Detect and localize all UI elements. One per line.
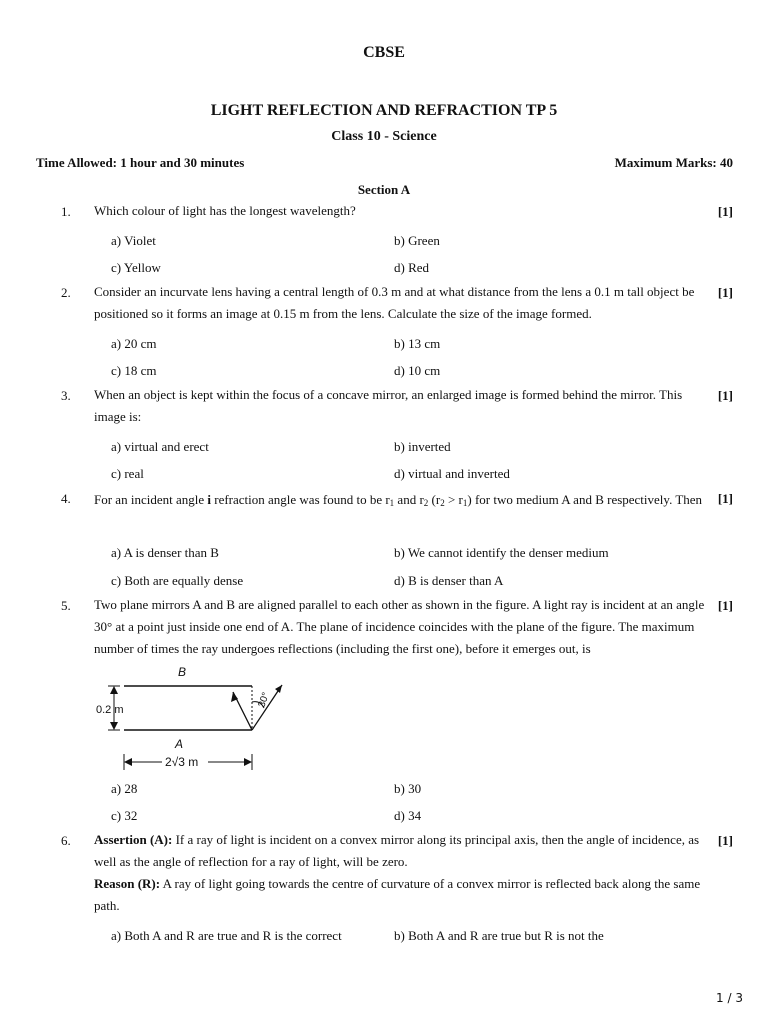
reason-text: Reason (R): A ray of light going towards the centre of curvature of a convex mirror is reflected back along the same path. [94,876,701,913]
option-d: d) B is denser than A [394,573,504,588]
maximum-marks: Maximum Marks: 40 [614,155,733,170]
mirror-a-label: A [175,737,184,751]
option-b: b) inverted [394,439,451,454]
question-text: Which colour of light has the longest wavelength? [94,203,356,218]
question-text: Consider an incurvate lens having a central length of 0.3 m and at what distance from the lens a 0.1 m tall object be positioned so it forms an image at 0.15 m from the lens. Calculate the size of the image formed. [94,284,695,321]
question-marks: [1] [717,285,733,300]
option-d: d) Red [394,260,430,275]
class-subject: Class 10 - Science [331,129,437,144]
option-d: d) 10 cm [394,363,441,378]
question-text: For an incident angle i refraction angle was found to be $r_1$ and $r_2$ $(r_2 > r_1)$ for two medium A and B respectively. Then [94,492,703,508]
option-c: c) 32 [111,808,138,823]
question-text: When an object is kept within the focus of a concave mirror, an enlarged image is formed behind the mirror. This image is: [94,387,683,424]
option-c: c) 18 cm [111,363,157,378]
option-d: d) 34 [394,808,422,823]
width-label: 2√3 m [165,755,199,769]
option-b: b) Both A and R are true but R is not the [394,928,604,943]
question-number: 5. [61,598,71,613]
parallel-mirrors-figure [94,660,294,775]
option-a: a) Violet [111,233,156,248]
option-b: b) 13 cm [394,336,441,351]
height-label: 0.2 m [96,704,124,716]
question-marks: [1] [717,204,733,219]
question-number: 2. [61,285,71,300]
option-d: d) virtual and inverted [394,466,510,481]
question-marks: [1] [717,388,733,403]
mirror-b-label: B [178,665,187,679]
question-number: 6. [61,833,71,848]
option-a: a) 20 cm [111,336,157,351]
option-c: c) Both are equally dense [111,573,244,588]
question-number: 3. [61,388,71,403]
paper-title: LIGHT REFLECTION AND REFRACTION TP 5 [210,102,558,119]
angle-label: 30° [256,691,272,710]
option-b: b) Green [394,233,440,248]
page-number: 1 / 3 [716,991,743,1005]
section-heading: Section A [357,182,411,197]
question-marks: [1] [717,491,733,506]
height-arrow-down [110,722,118,730]
question-number: 1. [61,204,71,219]
question-marks: [1] [717,833,733,848]
option-a: a) Both A and R are true and R is the correct [111,928,342,943]
question-marks: [1] [717,598,733,613]
option-c: c) Yellow [111,260,161,275]
option-b: b) We cannot identify the denser medium [394,545,609,560]
option-b: b) 30 [394,781,422,796]
time-allowed: Time Allowed: 1 hour and 30 minutes [36,155,245,170]
incident-ray-arrow [275,685,282,693]
question-number: 4. [61,491,71,506]
option-c: c) real [111,466,144,481]
option-a: a) 28 [111,781,138,796]
question-text: Two plane mirrors A and B are aligned parallel to each other as shown in the figure. A light ray is incident at an angle 30° at a point just inside one end of A. The plane of incidence coincides with the plane of the figure. The maximum number of times the ray undergoes reflections (including the first one), before it emerges out, is [94,597,705,656]
option-a: a) A is denser than B [111,545,219,560]
assertion-text: Assertion (A): If a ray of light is incident on a convex mirror along its principal axis, then the angle of incidence, as well as the angle of reflection for a ray of light, will be zero. [94,832,700,869]
board-title: CBSE [363,44,405,61]
option-a: a) virtual and erect [111,439,209,454]
height-arrow-up [110,686,118,694]
